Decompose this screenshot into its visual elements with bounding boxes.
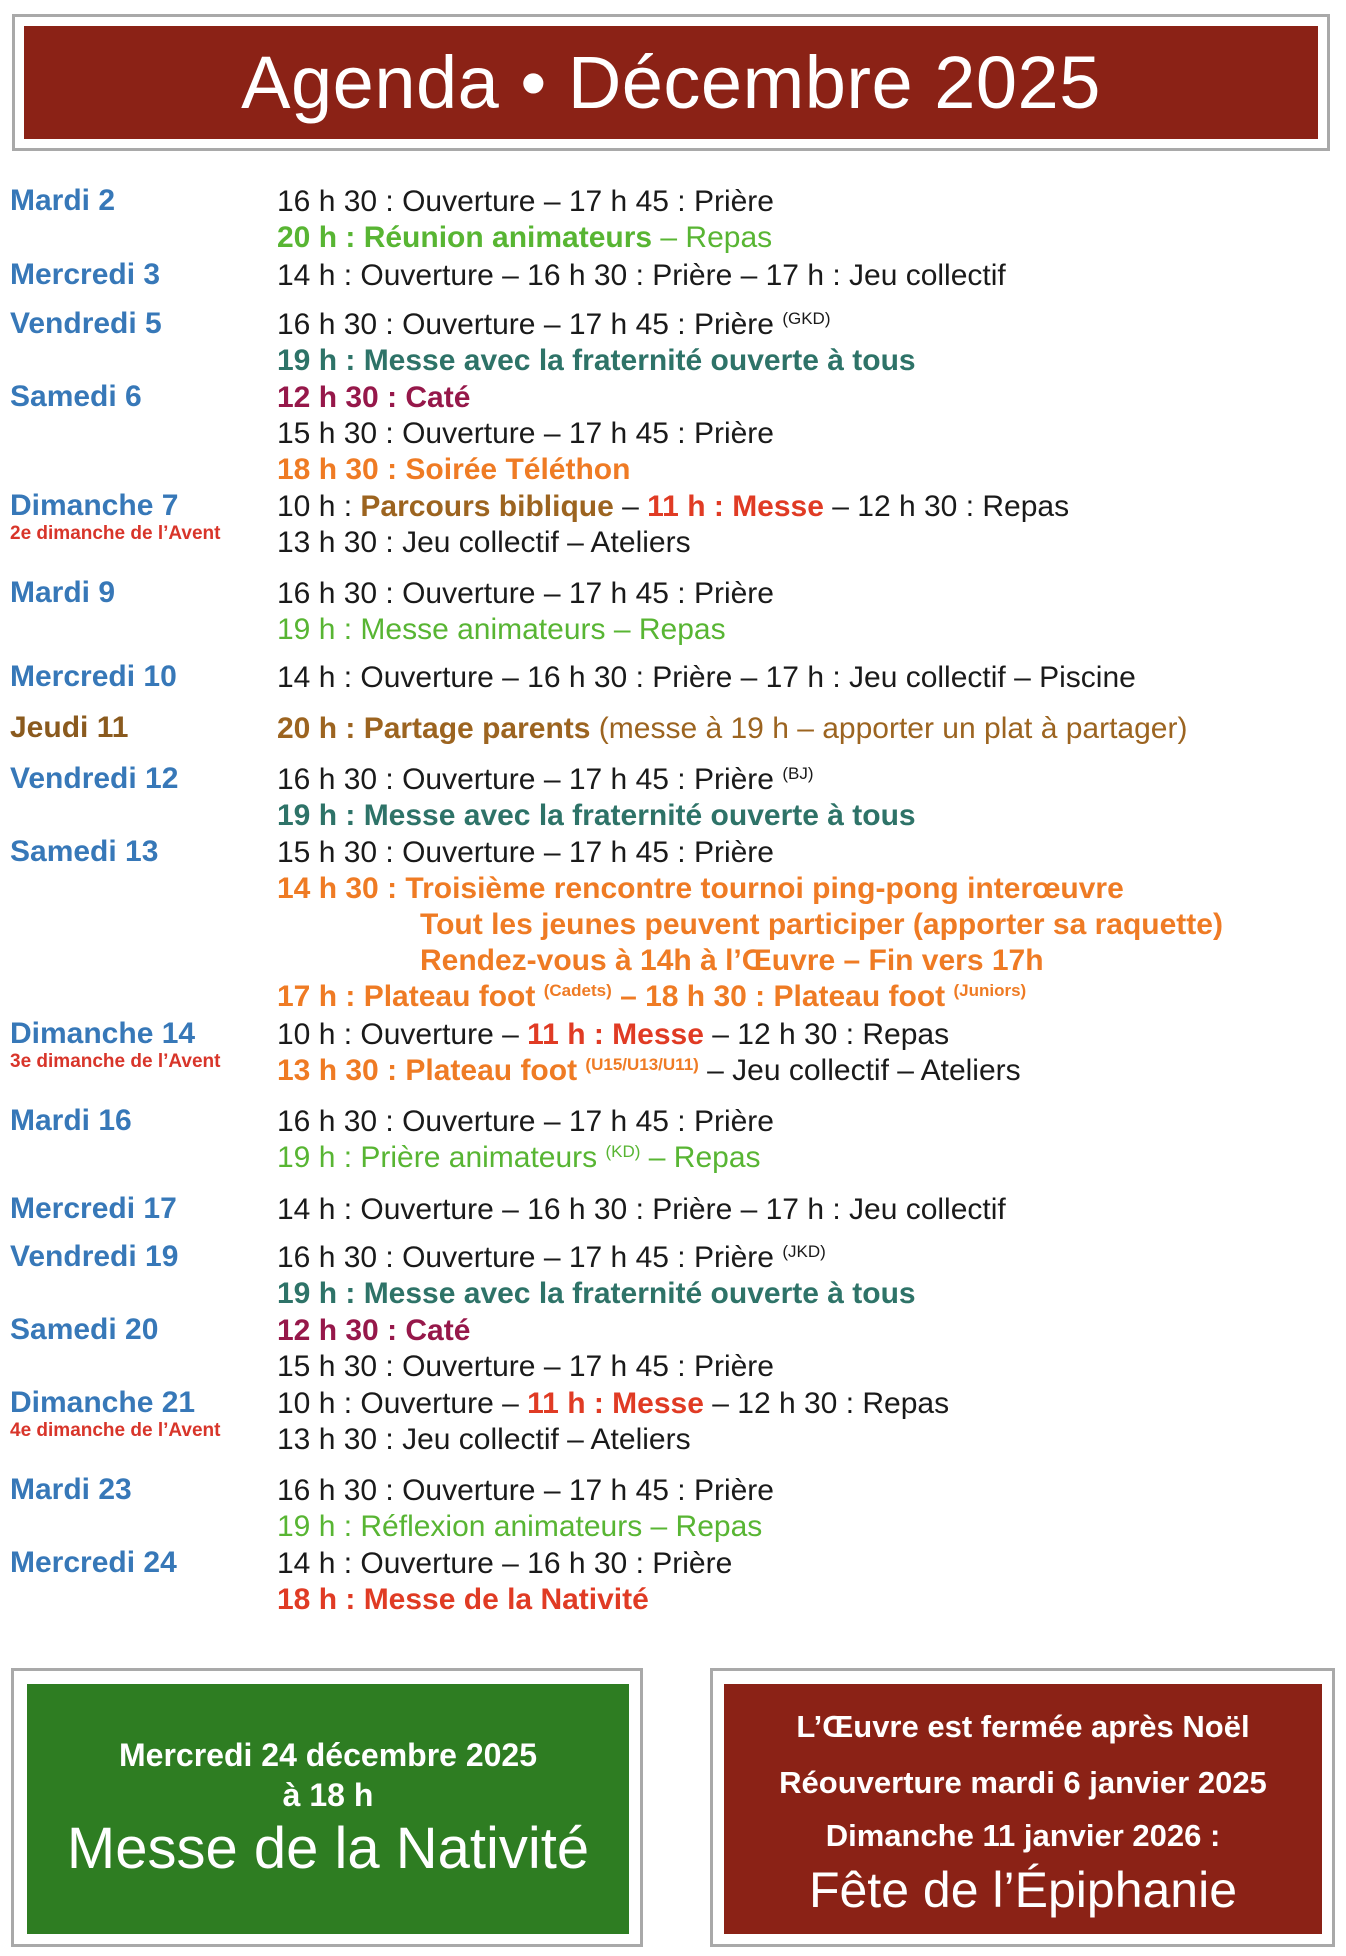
agenda-event-line (277, 1192, 1006, 1228)
agenda-event-line (277, 1509, 774, 1545)
event-text: 19 h : Messe animateurs – Repas (277, 613, 726, 646)
agenda-event-line (277, 1104, 774, 1140)
event-text: 16 h 30 : Ouverture – 17 h 45 : Prière (277, 185, 774, 218)
agenda-event-line (277, 798, 916, 834)
agenda-event-line (277, 871, 1223, 907)
agenda-day: Vendredi 19 (10, 1240, 179, 1273)
event-text: – 12 h 30 : Repas (703, 1018, 950, 1051)
event-text: 16 h 30 : Ouverture – 17 h 45 : Prière (277, 1474, 774, 1507)
agenda-events (277, 1386, 949, 1458)
agenda-day: Mercredi 17 (10, 1192, 177, 1225)
agenda-day: Samedi 20 (10, 1313, 159, 1346)
agenda-day: Mardi 2 (10, 184, 116, 217)
agenda-events (277, 1546, 732, 1618)
agenda-event-line (277, 835, 1223, 871)
agenda-events (277, 1313, 774, 1385)
event-text: – 12 h 30 : Repas (703, 1387, 950, 1420)
agenda-day: Mercredi 10 (10, 660, 177, 693)
event-text: 13 h 30 : Jeu collectif – Ateliers (277, 1423, 691, 1456)
event-text: 14 h : Ouverture – 16 h 30 : Prière – 17 h : Jeu collectif (277, 1193, 1006, 1226)
agenda-event-line (277, 1422, 949, 1458)
agenda-events (277, 1473, 774, 1545)
agenda-event-line (277, 343, 916, 379)
agenda-event-line (277, 943, 1223, 979)
event-text: 14 h : Ouverture – 16 h 30 : Prière – 17 h : Jeu collectif – Piscine (277, 661, 1136, 694)
nativity-title: Messe de la Nativité (66, 1816, 590, 1881)
event-text: – (613, 490, 648, 523)
event-text: 19 h : Messe avec la fraternité ouverte à tous (277, 799, 916, 832)
event-text: 15 h 30 : Ouverture – 17 h 45 : Prière (277, 1350, 774, 1383)
agenda-day: Vendredi 12 (10, 762, 179, 795)
closure-box (724, 1684, 1322, 1934)
agenda-event-line (277, 1349, 774, 1385)
agenda-day: Vendredi 5 (10, 307, 162, 340)
event-text: 16 h 30 : Ouverture – 17 h 45 : Prière (277, 763, 783, 796)
nativity-date: Mercredi 24 décembre 2025 (118, 1737, 538, 1773)
reopening-notice: Réouverture mardi 6 janvier 2025 (779, 1765, 1267, 1800)
event-text: (messe à 19 h – apporter un plat à partager) (590, 712, 1188, 745)
event-text: 15 h 30 : Ouverture – 17 h 45 : Prière (277, 836, 774, 869)
event-text: 12 h 30 : Caté (277, 1314, 471, 1347)
agenda-day: Mercredi 24 (10, 1546, 177, 1579)
agenda-event-line (277, 1313, 774, 1349)
event-text: Parcours biblique (360, 490, 614, 523)
agenda-event-line (277, 220, 774, 256)
event-text: Tout les jeunes peuvent participer (apporter sa raquette) (420, 908, 1223, 941)
agenda-event-line (277, 307, 916, 343)
agenda-day: Samedi 13 (10, 835, 159, 868)
event-text: – Jeu collectif – Ateliers (698, 1054, 1021, 1087)
event-note: (BJ) (782, 764, 814, 783)
event-note: (KD) (605, 1142, 641, 1161)
agenda-event-line (277, 1140, 774, 1176)
agenda-events (277, 489, 1069, 561)
agenda-event-line (277, 452, 774, 488)
agenda-event-line (277, 1386, 949, 1422)
agenda-day-subtitle: 4e dimanche de l’Avent (10, 1420, 221, 1441)
agenda-event-line (277, 416, 774, 452)
agenda-event-line (277, 1582, 732, 1618)
agenda-day: Mardi 16 (10, 1104, 132, 1137)
event-text: 11 h : Messe (527, 1018, 704, 1051)
event-text: 19 h : Réflexion animateurs – Repas (277, 1510, 763, 1543)
agenda-day-subtitle: 2e dimanche de l’Avent (10, 523, 221, 544)
agenda-events (277, 762, 916, 834)
event-text: – Repas (640, 1141, 761, 1174)
agenda-events (277, 576, 774, 648)
agenda-event-line (277, 258, 1006, 294)
agenda-event-line (277, 1276, 916, 1312)
event-text: 16 h 30 : Ouverture – 17 h 45 : Prière (277, 308, 783, 341)
agenda-events (277, 660, 1136, 696)
agenda-day: Mardi 9 (10, 576, 116, 609)
event-text: 17 h : Plateau foot (277, 980, 544, 1013)
agenda-event-line (277, 762, 916, 798)
event-text: 18 h 30 : Soirée Téléthon (277, 453, 631, 486)
event-text: Rendez-vous à 14h à l’Œuvre – Fin vers 17h (420, 944, 1044, 977)
event-text: – 18 h 30 : Plateau foot (611, 980, 954, 1013)
nativity-box (27, 1684, 629, 1934)
agenda-event-line (277, 711, 1187, 747)
agenda-event-line (277, 576, 774, 612)
event-note: (Cadets) (543, 981, 612, 1000)
event-note: (Juniors) (953, 981, 1027, 1000)
agenda-event-line (277, 979, 1223, 1015)
event-text: 14 h : Ouverture – 16 h 30 : Prière (277, 1547, 733, 1580)
agenda-event-line (277, 525, 1069, 561)
agenda-event-line (277, 184, 774, 220)
event-text: – 12 h 30 : Repas (823, 490, 1070, 523)
event-text: 16 h 30 : Ouverture – 17 h 45 : Prière (277, 577, 774, 610)
event-text: 11 h : Messe (527, 1387, 704, 1420)
agenda-event-line (277, 612, 774, 648)
agenda-event-line (277, 1546, 732, 1582)
event-text: 16 h 30 : Ouverture – 17 h 45 : Prière (277, 1241, 783, 1274)
agenda-event-line (277, 489, 1069, 525)
agenda-event-line (277, 660, 1136, 696)
epiphany-date: Dimanche 11 janvier 2026 : (825, 1818, 1221, 1853)
agenda-events (277, 1192, 1006, 1228)
event-text: 13 h 30 : Jeu collectif – Ateliers (277, 526, 691, 559)
agenda-events (277, 1240, 916, 1312)
agenda-event-line (277, 1473, 774, 1509)
event-text: 12 h 30 : Caté (277, 381, 471, 414)
agenda-day: Mercredi 3 (10, 258, 161, 291)
event-text: 19 h : Prière animateurs (277, 1141, 606, 1174)
event-text: 10 h : Ouverture – (277, 1387, 528, 1420)
agenda-day: Dimanche 14 (10, 1017, 196, 1050)
agenda-day: Mardi 23 (10, 1473, 132, 1506)
event-text: 16 h 30 : Ouverture – 17 h 45 : Prière (277, 1105, 774, 1138)
agenda-day: Samedi 6 (10, 380, 142, 413)
event-text: 14 h 30 : Troisième rencontre tournoi ping-pong interœuvre (277, 872, 1124, 905)
agenda-event-line (277, 1240, 916, 1276)
agenda-events (277, 258, 1006, 294)
event-text: 19 h : Messe avec la fraternité ouverte à tous (277, 1277, 916, 1310)
page-title: Agenda • Décembre 2025 (241, 41, 1101, 124)
header-band (24, 26, 1318, 139)
closure-notice: L’Œuvre est fermée après Noël (796, 1709, 1250, 1744)
event-text: 10 h : (277, 490, 361, 523)
agenda-events (277, 184, 774, 256)
agenda-event-line (277, 1053, 1021, 1089)
nativity-time: à 18 h (282, 1777, 374, 1813)
agenda-events (277, 835, 1223, 1015)
event-text: 11 h : Messe (647, 490, 824, 523)
agenda-day: Dimanche 7 (10, 489, 179, 522)
event-text: 13 h 30 : Plateau foot (277, 1054, 586, 1087)
event-text: 18 h : Messe de la Nativité (277, 1583, 649, 1616)
agenda-events (277, 1104, 774, 1176)
agenda-events (277, 380, 774, 488)
event-note: (GKD) (782, 309, 831, 328)
agenda-day-subtitle: 3e dimanche de l’Avent (10, 1051, 221, 1072)
agenda-events (277, 711, 1187, 747)
event-text: 10 h : Ouverture – (277, 1018, 528, 1051)
agenda-day: Dimanche 21 (10, 1386, 196, 1419)
event-note: (U15/U13/U11) (585, 1055, 699, 1074)
epiphany-title: Fête de l’Épiphanie (808, 1862, 1238, 1918)
event-text: 14 h : Ouverture – 16 h 30 : Prière – 17 h : Jeu collectif (277, 259, 1006, 292)
event-note: (JKD) (782, 1242, 826, 1261)
event-text: 20 h : Partage parents (277, 712, 591, 745)
event-text: 20 h : Réunion animateurs (277, 221, 653, 254)
event-text: 19 h : Messe avec la fraternité ouverte à tous (277, 344, 916, 377)
agenda-events (277, 307, 916, 379)
agenda-event-line (277, 380, 774, 416)
agenda-day: Jeudi 11 (10, 711, 129, 744)
event-text: – Repas (652, 221, 773, 254)
agenda-event-line (277, 1017, 1021, 1053)
agenda-events (277, 1017, 1021, 1089)
event-text: 15 h 30 : Ouverture – 17 h 45 : Prière (277, 417, 774, 450)
agenda-event-line (277, 907, 1223, 943)
